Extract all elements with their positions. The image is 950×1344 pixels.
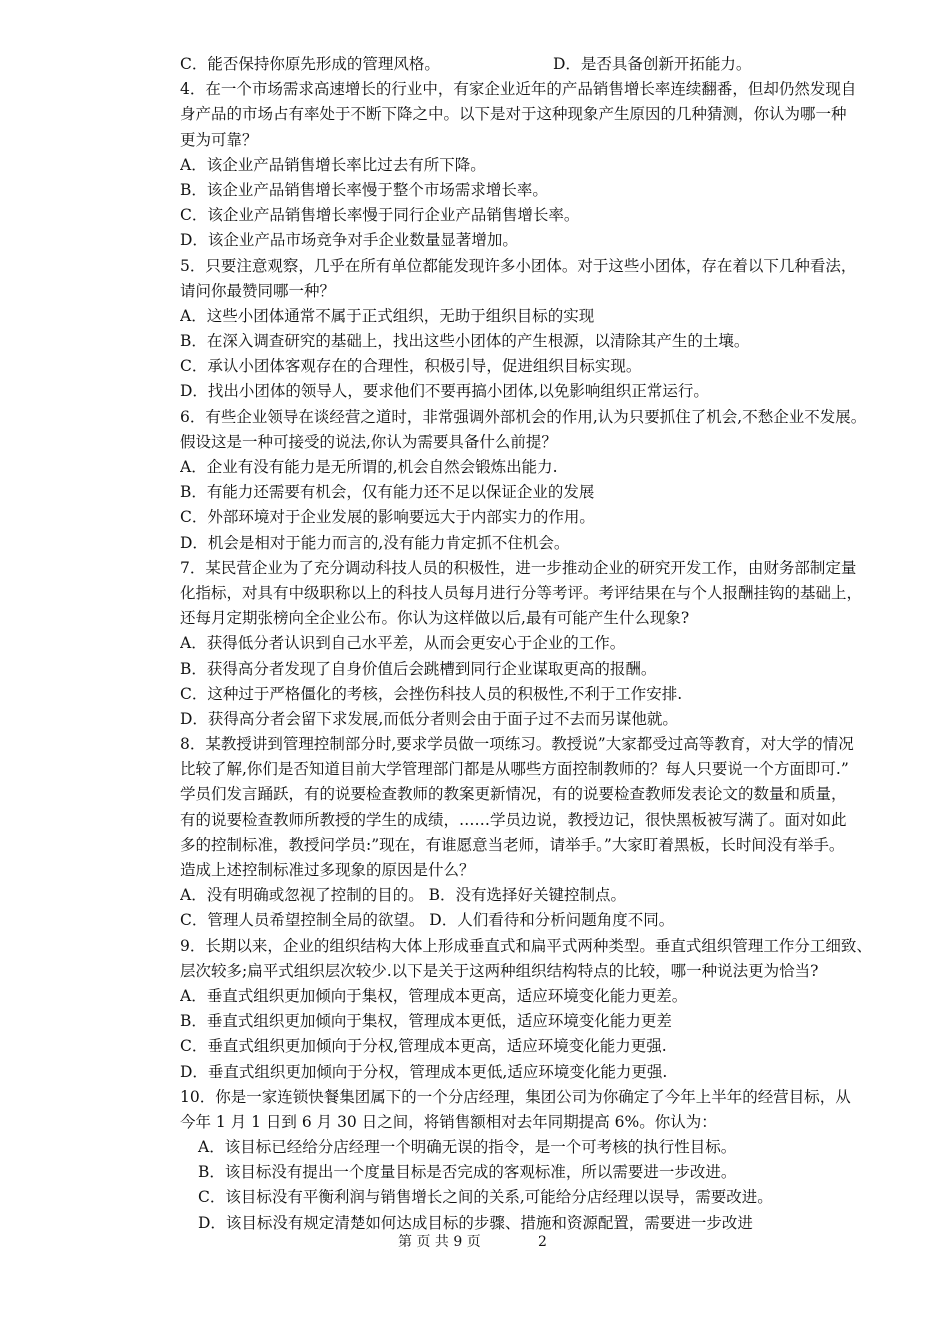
question-4-option-c: C．该企业产品销售增长率慢于同行企业产品销售增长率。 [180, 206, 580, 225]
question-3-options-c-d [180, 52, 915, 77]
question-10-option-a: A．该目标已经给分店经理一个明确无误的指令，是一个可考核的执行性目标。 [198, 1138, 737, 1157]
question-8-stem: 比较了解,你们是否知道目前大学管理部门都是从哪些方面控制教师的？每人只要说一个方面即可.” [180, 760, 849, 779]
page-number: 2 [538, 1234, 547, 1250]
question-9-stem: 9．长期以来，企业的组织结构大体上形成垂直式和扁平式两种类型。垂直式组织管理工作分工细致、 [180, 936, 872, 955]
question-10-option-c: C．该目标没有平衡利润与销售增长之间的关系,可能给分店经理以误导，需要改进。 [198, 1188, 773, 1207]
question-8-stem: 有的说要检查教师所教授的学生的成绩，……学员边说，教授边记，很快黑板被写满了。面对如此 [180, 810, 847, 829]
question-9-stem: 层次较多;扁平式组织层次较少.以下是关于这两种组织结构特点的比较，哪一种说法更为恰当? [180, 961, 819, 980]
question-5-stem: 5．只要注意观察，几乎在所有单位都能发现许多小团体。对于这些小团体，存在着以下几种看法， [180, 256, 857, 275]
question-6-stem: 6．有些企业领导在谈经营之道时，非常强调外部机会的作用,认为只要抓住了机会,不愁企业不发展。 [180, 407, 867, 426]
question-4-stem: 身产品的市场占有率处于不断下降之中。以下是对于这种现象产生原因的几种猜测，你认为哪一种 [180, 105, 847, 124]
question-7-stem: 7．某民营企业为了充分调动科技人员的积极性，进一步推动企业的研究开发工作，由财务部制定量 [180, 558, 857, 577]
question-6-option-a: A．企业有没有能力是无所谓的,机会自然会锻炼出能力. [180, 458, 558, 476]
option-d: D．是否具备创新开拓能力。 [553, 55, 752, 73]
question-5-option-a: A．这些小团体通常不属于正式组织，无助于组织目标的实现 [180, 306, 595, 325]
page-footer [398, 1232, 547, 1252]
question-10-stem: 10．你是一家连锁快餐集团属下的一个分店经理，集团公司为你确定了今年上半年的经营目标，从 [180, 1087, 851, 1106]
question-10-option-d: D．该目标没有规定清楚如何达成目标的步骤、措施和资源配置，需要进一步改进 [198, 1213, 753, 1232]
question-7-option-b: B．获得高分者发现了自身价值后会跳槽到同行企业谋取更高的报酬。 [180, 659, 657, 678]
question-7-option-d: D．获得高分者会留下求发展,而低分者则会由于面子过不去而另谋他就。 [180, 709, 678, 728]
page-count-label: 第 页 共 9 页 [398, 1234, 481, 1250]
question-8-options-c-d: C．管理人员希望控制全局的欲望。 D．人们看待和分析问题角度不同。 [180, 911, 675, 930]
question-6-stem: 假设这是一种可接受的说法,你认为需要具备什么前提？ [180, 432, 557, 451]
question-6-option-d: D．机会是相对于能力而言的,没有能力肯定抓不住机会。 [180, 533, 570, 552]
option-c: C．能否保持你原先形成的管理风格。 [180, 55, 440, 73]
question-7-option-a: A．获得低分者认识到自己水平差，从而会更安心于企业的工作。 [180, 634, 626, 653]
question-5-option-c: C．承认小团体客观存在的合理性，积极引导，促进组织目标实现。 [180, 357, 642, 376]
question-4-option-b: B．该企业产品销售增长率慢于整个市场需求增长率。 [180, 180, 548, 199]
question-8-stem: 多的控制标准，教授问学员:”现在，有谁愿意当老师，请举手。”大家盯着黑板，长时间没有举手。 [180, 835, 845, 854]
question-8-stem: 8．某教授讲到管理控制部分时,要求学员做一项练习。教授说”大家都受过高等教育，对大学的情况 [180, 735, 854, 754]
question-7-option-c: C．这种过于严格僵化的考核，会挫伤科技人员的积极性,不利于工作安排. [180, 684, 683, 703]
question-4-option-a: A．该企业产品销售增长率比过去有所下降。 [180, 155, 486, 174]
question-5-option-d: D．找出小团体的领导人，要求他们不要再搞小团体,以免影响组织正常运行。 [180, 382, 709, 401]
question-9-option-b: B．垂直式组织更加倾向于集权，管理成本更低，适应环境变化能力更差 [180, 1012, 672, 1031]
question-4-stem: 4．在一个市场需求高速增长的行业中，有家企业近年的产品销售增长率连续翻番，但却仍然发现自 [180, 80, 857, 99]
question-10-stem: 今年 1 月 1 日到 6 月 30 日之间，将销售额相对去年同期提高 6%。你认为： [180, 1112, 717, 1131]
question-9-option-d: D．垂直式组织更加倾向于分权，管理成本更低,适应环境变化能力更强. [180, 1062, 668, 1081]
question-4-option-d: D．该企业产品市场竞争对手企业数量显著增加。 [180, 231, 518, 250]
question-10-option-b: B．该目标没有提出一个度量目标是否完成的客观标准，所以需要进一步改进。 [198, 1163, 737, 1182]
question-7-stem: 还每月定期张榜向全企业公布。你认为这样做以后,最有可能产生什么现象? [180, 609, 690, 628]
question-8-stem: 学员们发言踊跃，有的说要检查教师的教案更新情况，有的说要检查教师发表论文的数量和质量， [180, 785, 847, 804]
question-7-stem: 化指标，对具有中级职称以上的科技人员每月进行分等考评。考评结果在与个人报酬挂钩的基础上， [180, 583, 863, 602]
question-4-stem: 更为可靠？ [180, 130, 258, 149]
question-8-options-a-b: A．没有明确或忽视了控制的目的。 B．没有选择好关键控制点。 [180, 886, 627, 905]
document-body [180, 52, 915, 1236]
question-6-option-c: C．外部环境对于企业发展的影响要远大于内部实力的作用。 [180, 508, 595, 527]
question-6-option-b: B．有能力还需要有机会，仅有能力还不足以保证企业的发展 [180, 483, 595, 502]
question-9-option-c: C．垂直式组织更加倾向于分权,管理成本更高，适应环境变化能力更强. [180, 1037, 667, 1056]
question-9-option-a: A．垂直式组织更加倾向于集权，管理成本更高，适应环境变化能力更差。 [180, 986, 688, 1005]
question-5-stem: 请问你最赞同哪一种？ [180, 281, 336, 300]
question-8-stem: 造成上述控制标准过多现象的原因是什么？ [180, 861, 475, 879]
question-5-option-b: B．在深入调查研究的基础上，找出这些小团体的产生根源，以清除其产生的土壤。 [180, 332, 750, 351]
